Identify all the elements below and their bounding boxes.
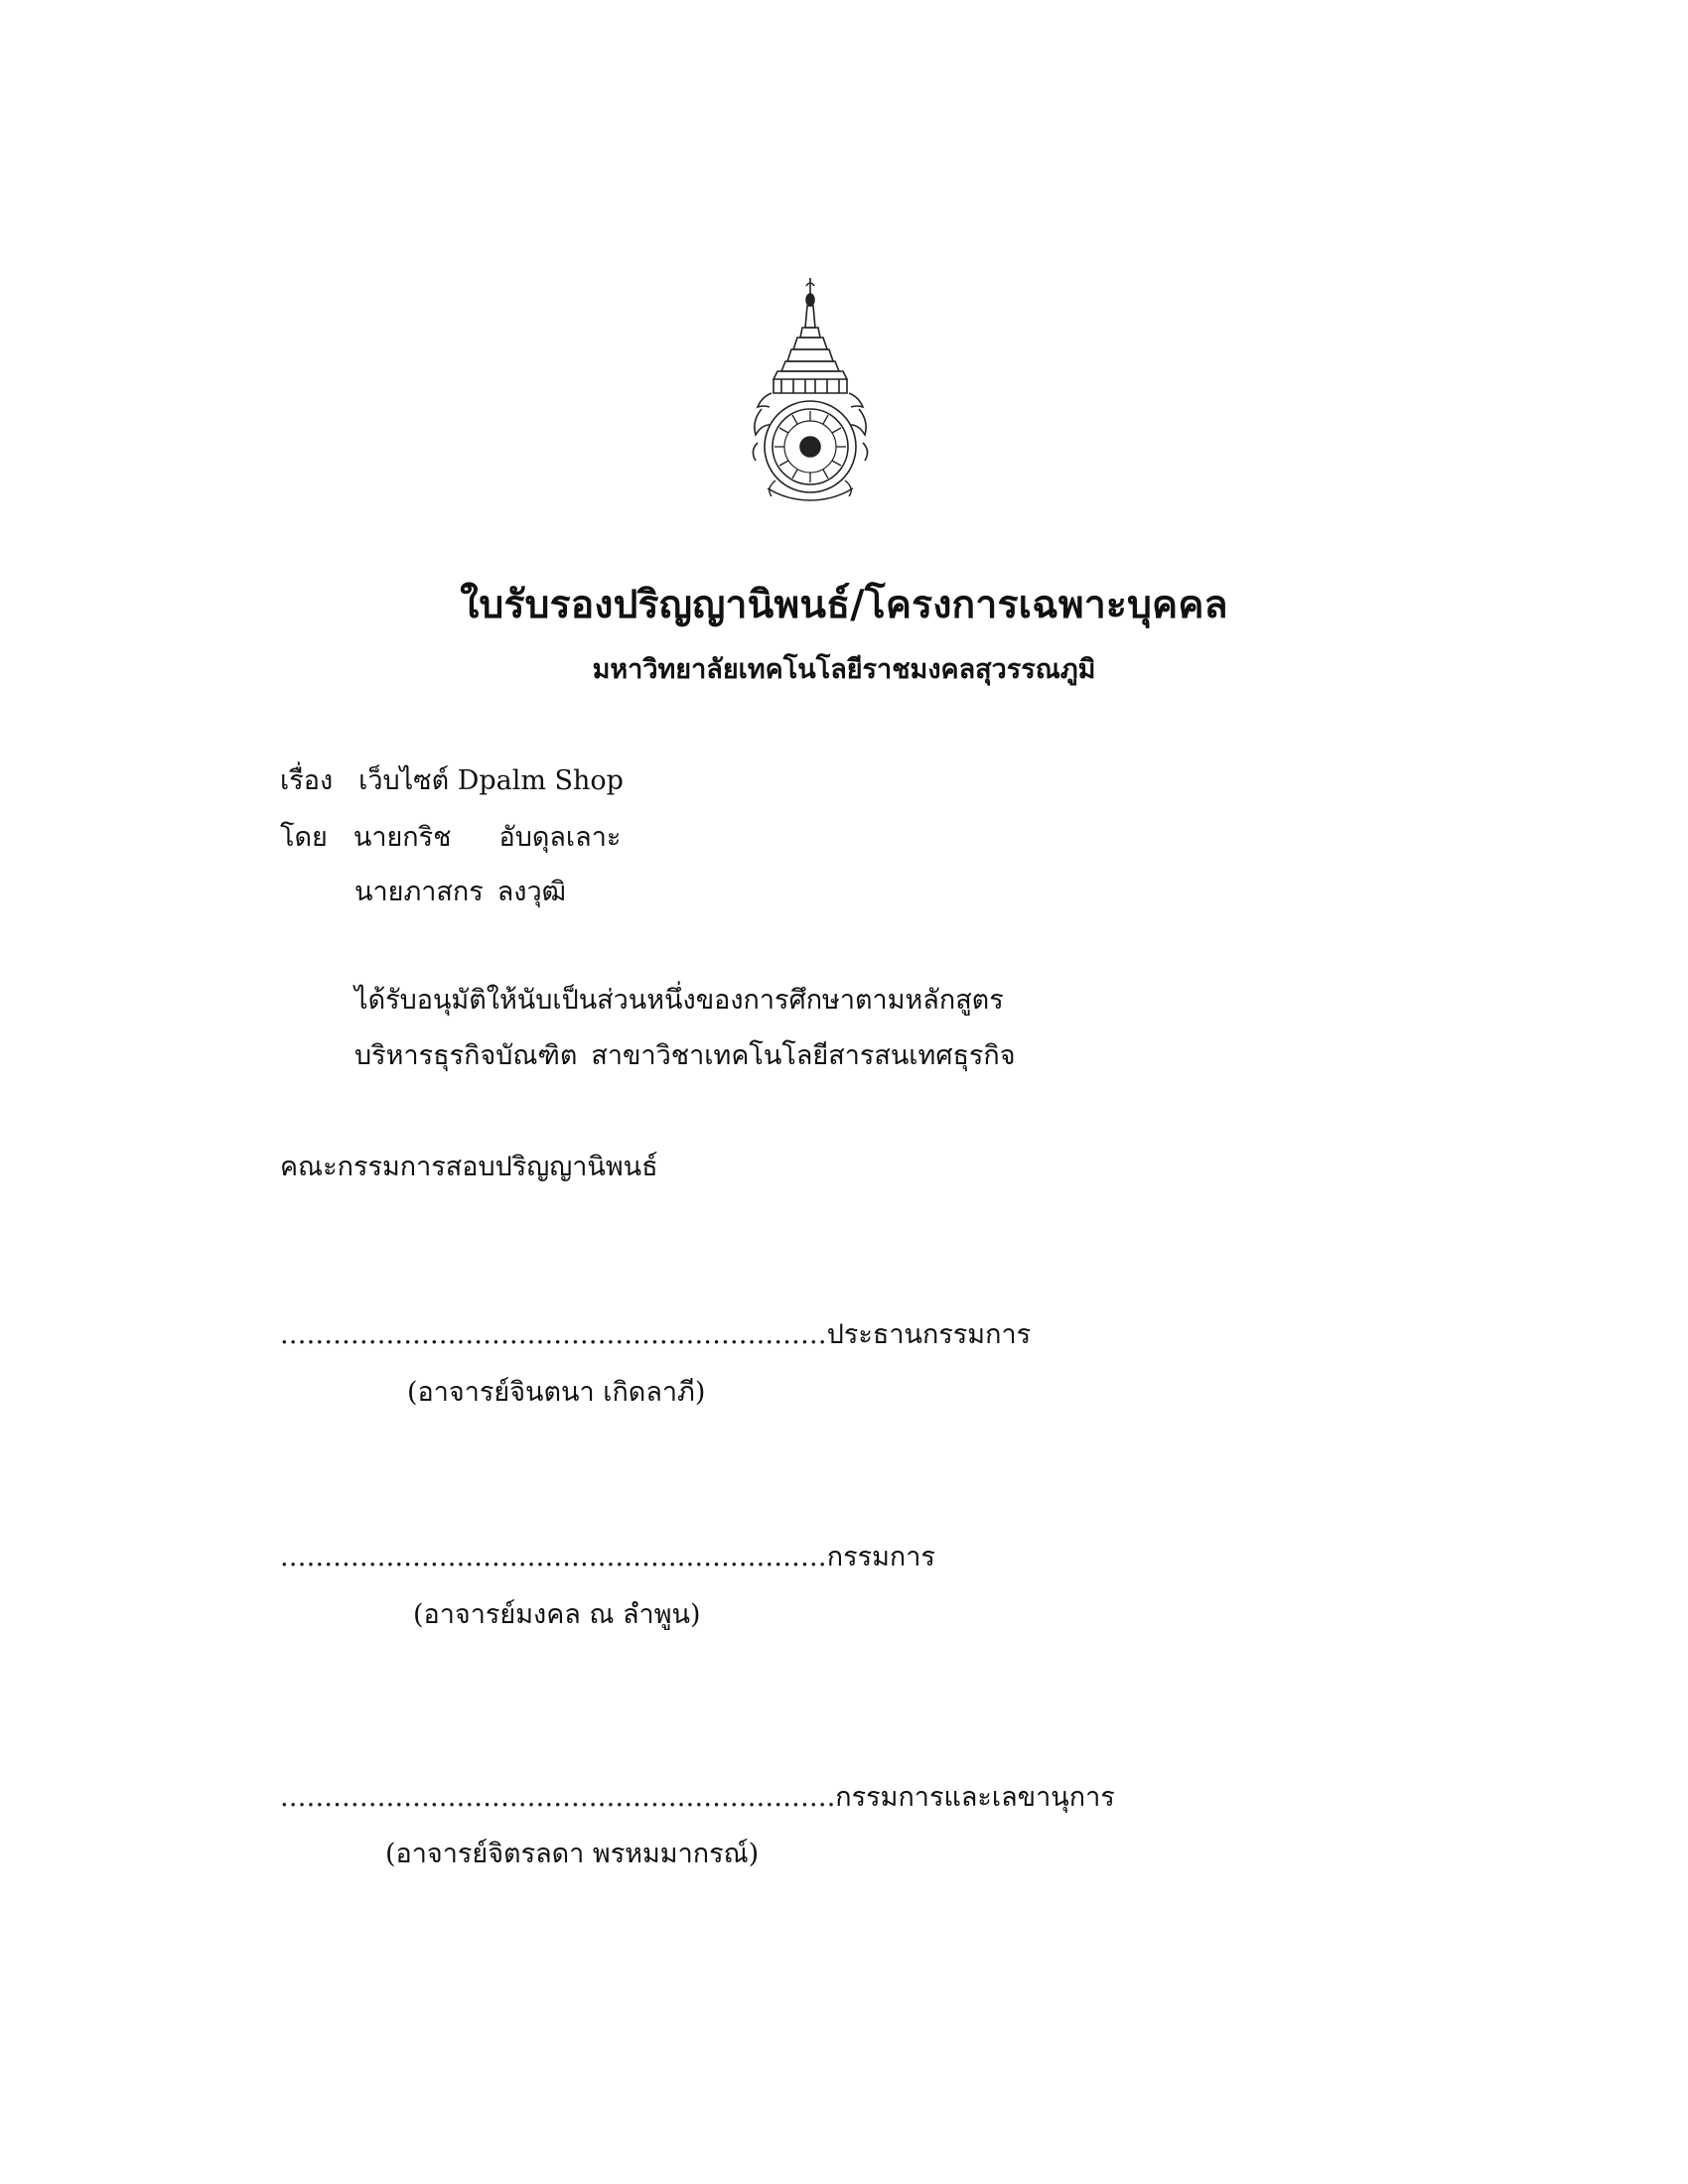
university-seal-icon xyxy=(748,276,873,506)
committee-member-name: (อาจารย์จิตรลดา พรหมมากรณ์) xyxy=(385,1839,760,1869)
signature-line-chair xyxy=(280,1312,1031,1355)
subject-row xyxy=(280,758,624,801)
approval-line-1: ได้รับอนุมัติให้นับเป็นส่วนหนึ่งของการศึกษาตามหลักสูตร xyxy=(354,985,1004,1016)
author-2-last-name: ลงวุฒิ xyxy=(496,877,567,907)
committee-role: ประธานกรรมการ xyxy=(826,1319,1032,1350)
signature-dots: .............................................................. xyxy=(280,1319,827,1350)
author-1-last-name: อับดุลเลาะ xyxy=(498,822,622,853)
author-row-2 xyxy=(354,870,566,912)
subject-value: เว็บไซต์ Dpalm Shop xyxy=(358,765,624,796)
signature-dots: .............................................................. xyxy=(280,1782,827,1813)
committee-heading: คณะกรรมการสอบปริญญานิพนธ์ xyxy=(280,1152,658,1182)
committee-role: .กรรมการและเลขานุการ xyxy=(826,1782,1115,1813)
signature-dots: .............................................................. xyxy=(280,1542,827,1572)
signature-line-member xyxy=(280,1535,935,1577)
author-1-first-name: นายกริช xyxy=(352,822,452,853)
subject-label: เรื่อง xyxy=(280,765,334,796)
committee-role: กรรมการ xyxy=(826,1542,935,1572)
approval-line-2 xyxy=(354,1033,1016,1076)
author-row-1 xyxy=(280,815,621,858)
committee-member-name: (อาจารย์จินตนา เกิดลาภี) xyxy=(407,1377,706,1408)
committee-member-name: (อาจารย์มงคล ณ ลำพูน) xyxy=(413,1599,701,1630)
institution-name: มหาวิทยาลัยเทคโนโลยีราชมงคลสุวรรณภูมิ xyxy=(592,654,1096,685)
signature-line-secretary xyxy=(280,1775,1115,1818)
major-field: สาขาวิชาเทคโนโลยีสารสนเทศธุรกิจ xyxy=(591,1040,1016,1071)
certificate-title: ใบรับรองปริญญานิพนธ์/โครงการเฉพาะบุคคล xyxy=(460,582,1228,627)
by-label: โดย xyxy=(280,822,328,853)
degree-program: บริหารธุรกิจบัณฑิต xyxy=(354,1040,578,1071)
author-2-first-name: นายภาสกร xyxy=(354,877,484,907)
